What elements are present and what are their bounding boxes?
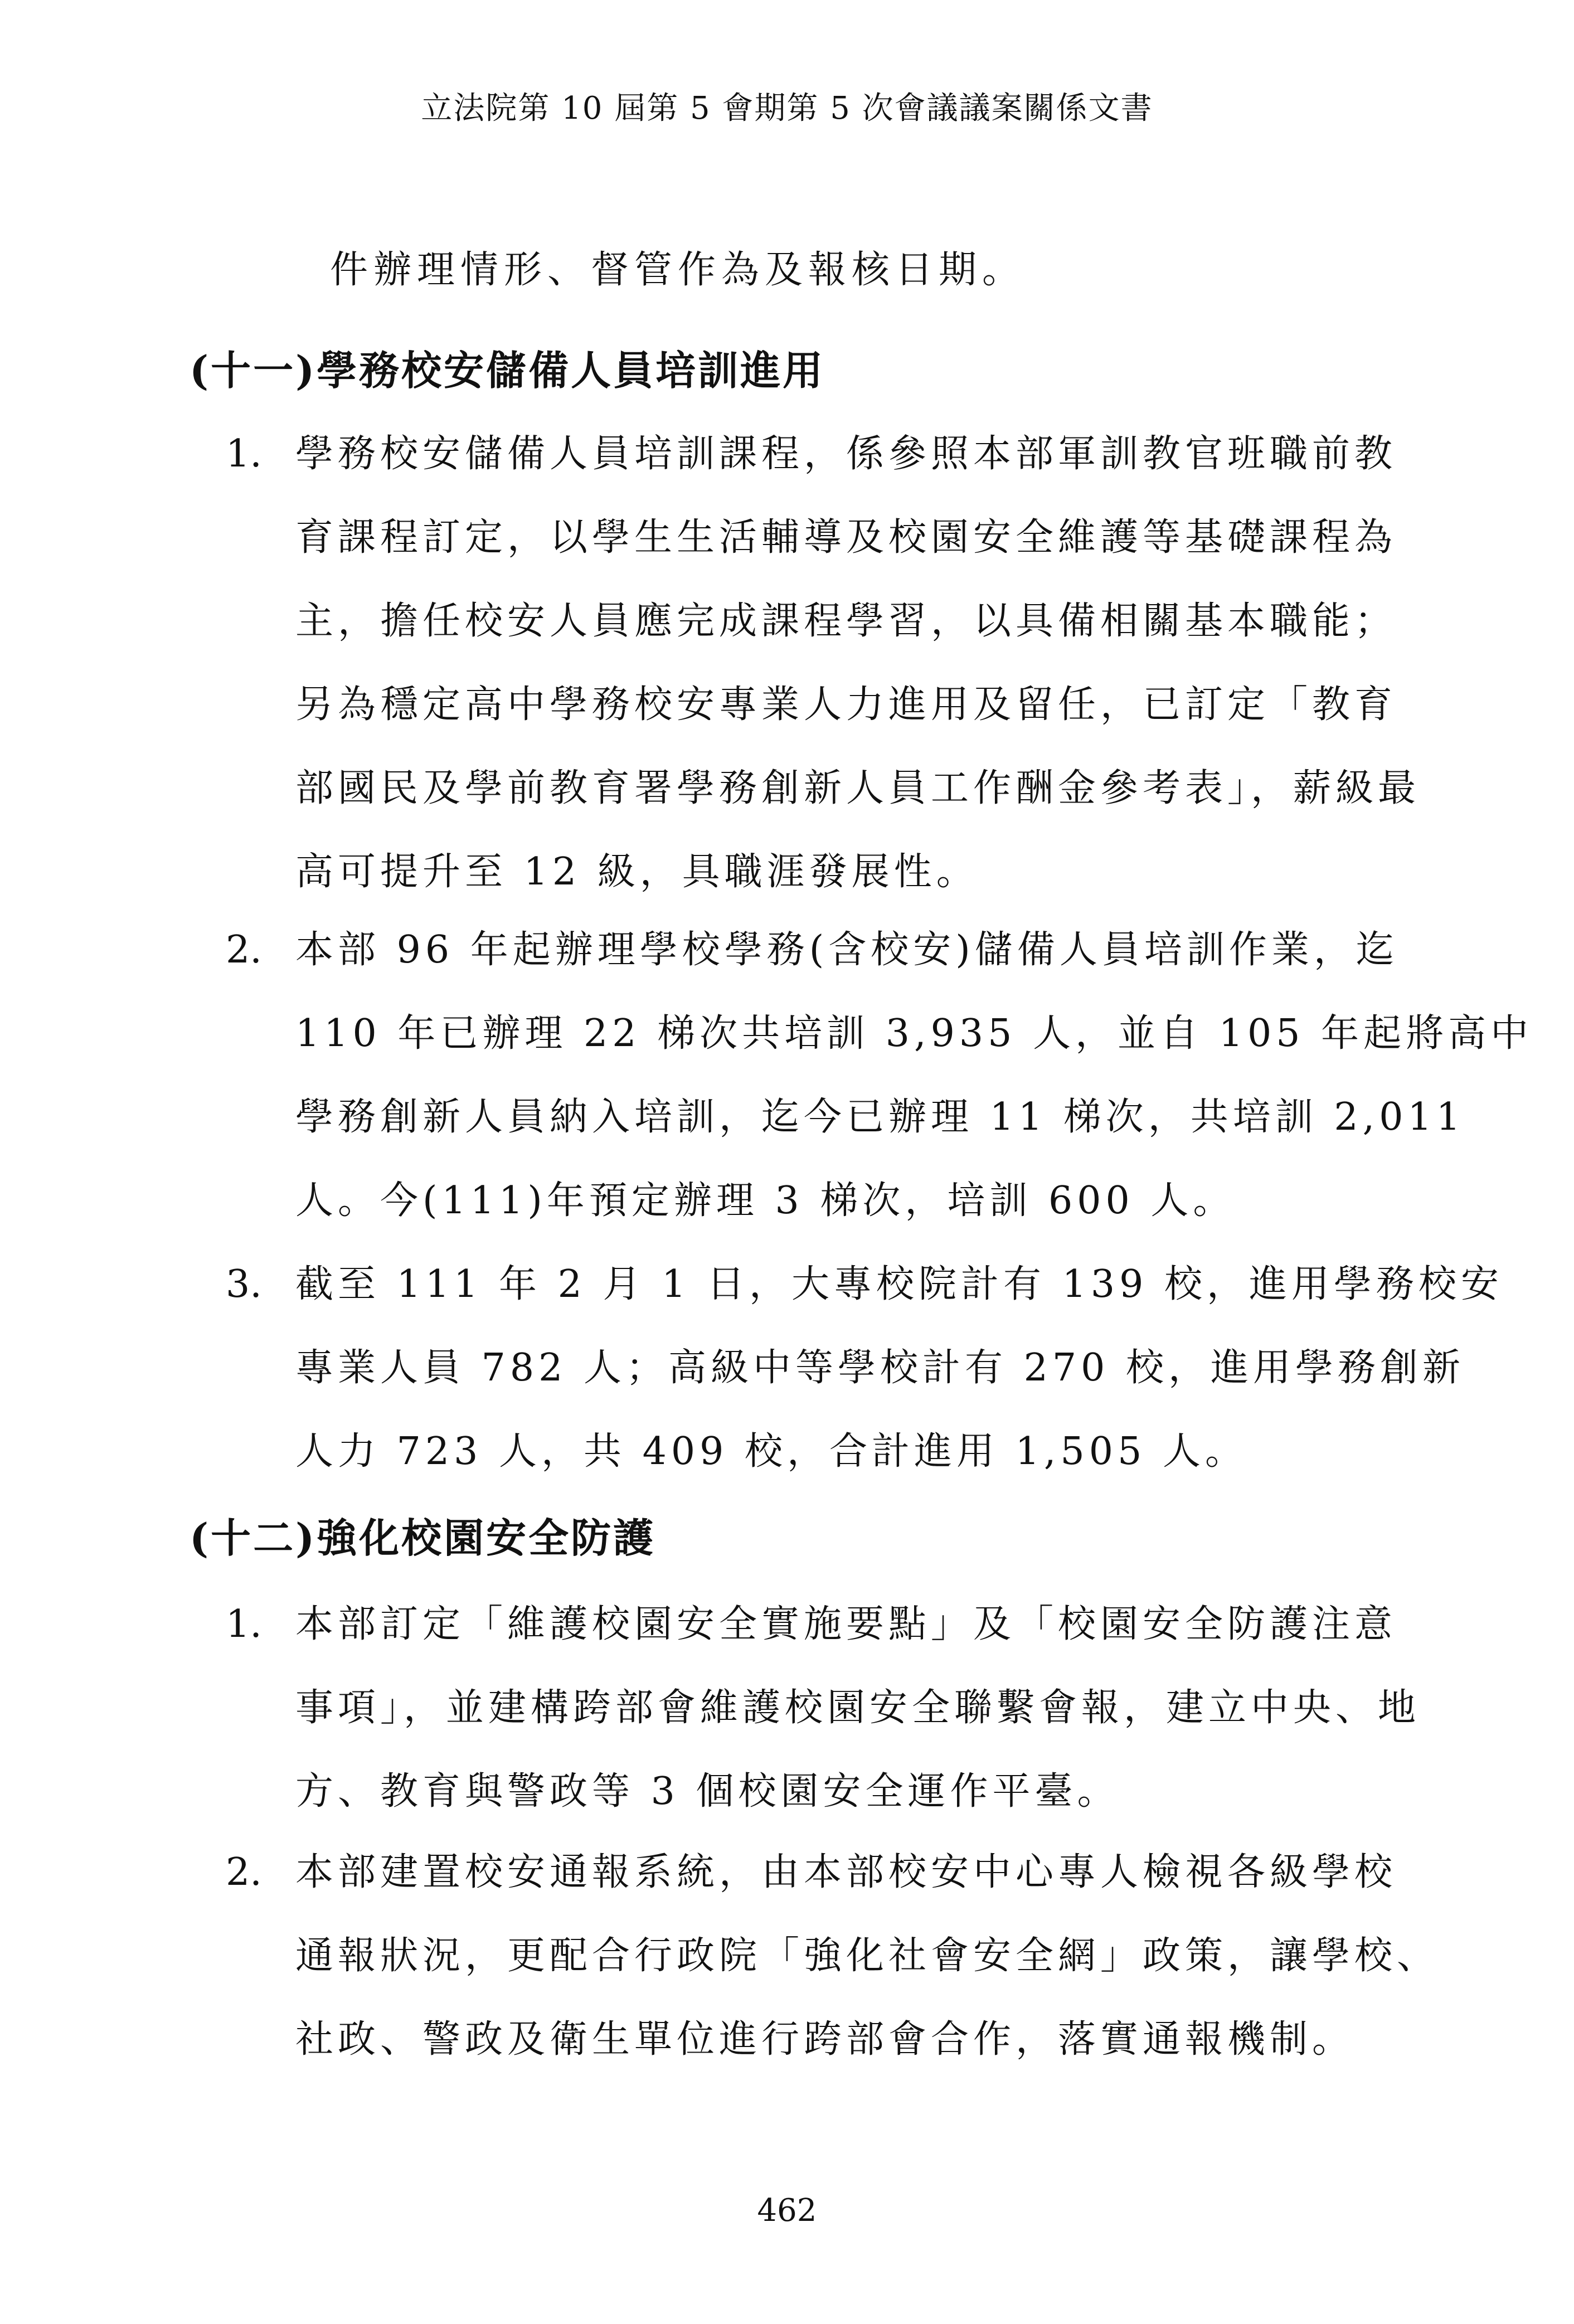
item-line: 社政、警政及衛生單位進行跨部會合作，落實通報機制。 <box>295 2017 1355 2062</box>
item-line: 另為穩定高中學務校安專業人力進用及留任，已訂定「教育 <box>295 683 1397 727</box>
page-number: 462 <box>757 2192 817 2229</box>
item-number: 1. <box>226 1602 262 1646</box>
item-line: 截至 111 年 2 月 1 日，大專校院計有 139 校，進用學務校安 <box>295 1262 1504 1306</box>
running-header: 立法院第 10 屆第 5 會期第 5 次會議議案關係文書 <box>421 90 1153 127</box>
item-number: 2. <box>226 1850 262 1894</box>
item-line: 人。今(111)年預定辦理 3 梯次，培訓 600 人。 <box>295 1179 1236 1223</box>
item-line: 110 年已辦理 22 梯次共培訓 3,935 人，並自 105 年起將高中 <box>295 1012 1533 1056</box>
item-line: 學務校安儲備人員培訓課程，係參照本部軍訓教官班職前教 <box>295 432 1397 476</box>
section-heading-12: (十二)強化校園安全防護 <box>190 1514 656 1562</box>
item-number: 2. <box>226 928 262 972</box>
item-line: 高可提升至 12 級，具職涯發展性。 <box>295 850 979 894</box>
continuation-paragraph: 件辦理情形、督管作為及報核日期。 <box>330 248 1026 292</box>
item-number: 3. <box>226 1262 262 1306</box>
item-line: 學務創新人員納入培訓，迄今已辦理 11 梯次，共培訓 2,011 <box>295 1095 1465 1139</box>
item-line: 本部 96 年起辦理學校學務(含校安)儲備人員培訓作業，迄 <box>295 928 1398 972</box>
item-number: 1. <box>226 432 262 476</box>
item-line: 育課程訂定，以學生生活輔導及校園安全維護等基礎課程為 <box>295 516 1397 560</box>
item-line: 事項」，並建構跨部會維護校園安全聯繫會報，建立中央、地 <box>295 1686 1421 1730</box>
item-line: 主，擔任校安人員應完成課程學習，以具備相關基本職能； <box>295 599 1397 643</box>
item-line: 本部訂定「維護校園安全實施要點」及「校園安全防護注意 <box>295 1602 1397 1646</box>
item-line: 方、教育與警政等 3 個校園安全運作平臺。 <box>295 1769 1120 1814</box>
item-line: 部國民及學前教育署學務創新人員工作酬金參考表」，薪級最 <box>295 766 1421 810</box>
item-line: 人力 723 人，共 409 校，合計進用 1,505 人。 <box>295 1430 1247 1474</box>
item-line: 通報狀況，更配合行政院「強化社會安全網」政策，讓學校、 <box>295 1934 1440 1978</box>
section-heading-11: (十一)學務校安儲備人員培訓進用 <box>190 347 825 394</box>
item-line: 專業人員 782 人；高級中等學校計有 270 校，進用學務創新 <box>295 1346 1465 1390</box>
item-line: 本部建置校安通報系統，由本部校安中心專人檢視各級學校 <box>295 1850 1397 1894</box>
